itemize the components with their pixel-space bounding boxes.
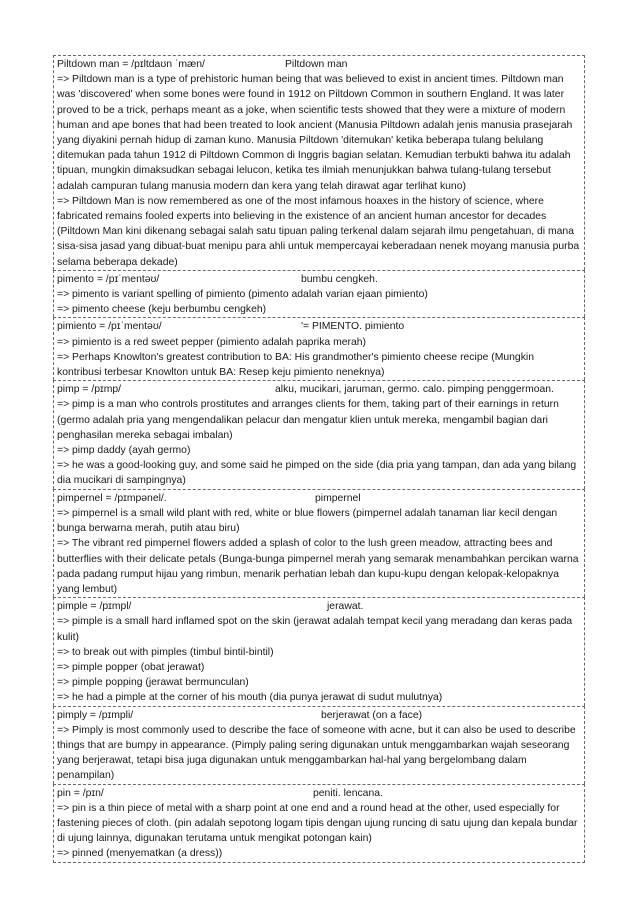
entry-term: Piltdown man = /pɪltdaʊn ˈmæn/ [57,59,205,70]
entry-term: pimp = /pɪmp/ [57,384,122,396]
entry-line: => pimp is a man who controls prostitutes and arranges clients for them, taking part of their earnings in return (germo adalah pria yang mengendalikan pelacur dan mengatur klien untuk mereka, mengambil bagian dari penghasilan mereka sebagai imbalan) [57,399,559,441]
dictionary-page [53,55,585,863]
entry-pimento [53,270,585,318]
entry-line: => pimp daddy (ayah germo) [57,445,191,457]
entry-line: => he was a good-looking guy, and some said he pimped on the side (dia pria yang tampan, dan ada yang bilang dia mucikari di sampingnya) [57,460,577,487]
entry-term: pimiento = /pɪˈmentəʊ/ [57,321,162,333]
entry-line: => pimpernel is a small wild plant with red, white or blue flowers (pimpernel adalah tanaman liar kecil dengan bunga berwarna merah, putih atau biru) [57,507,558,535]
entry-translation: alku, mucikari, jaruman, germo. calo. pimping penggermoan. [275,384,554,396]
entry-line: => Perhaps Knowlton's greatest contribution to BA: His grandmother's pimiento cheese recipe (Mungkin kontribusi terbesar Knowlton untuk BA: Resep keju pimiento neneknya) [57,351,534,379]
entry-header [57,382,581,397]
entry-term: pin = /pɪn/ [57,787,104,799]
entry-translation: bumbu cengkeh. [301,273,378,285]
entry-pimply [53,706,585,784]
entry-translation: '= PIMENTO. pimiento [301,321,405,333]
entry-line: => to break out with pimples (timbul bintil-bintil) [57,646,274,658]
entry-header [57,708,581,723]
entry-translation: berjerawat (on a face) [321,709,423,721]
entry-translation: peniti. lencana. [313,787,383,799]
entry-line: => pimple popper (obat jerawat) [57,661,205,673]
entry-translation: pimpernel [315,492,361,504]
entry-line: => Piltdown man is a type of prehistoric human being that was believed to exist in ancient times. Piltdown man was 'discovered' when some bones were found in 1912 on Piltdown Common in southern England. It was later proved to be a trick, perhaps meant as a joke, when scientific tests showed that they were a mixture of modern human and ape bones that had been treated to look ancient (Manusia Piltdown adalah jenis manusia prasejarah yang diyakini pernah hidup di zaman kuno. Manusia Piltdown 'ditemukan' ketika beberapa tulang belulang ditemukan pada tahun 1912 di Piltdown Common di Inggris bagian selatan. Kemudian terbukti bahwa itu adalah tipuan, mungkin dimaksudkan sebagai lelucon, ketika tes ilmiah menunjukkan bahwa tulang-tulang tersebut adalah campuran tulang manusia modern dan kera yang telah dirawat agar terlihat kuno) [57,74,573,192]
entry-line: => pimple is a small hard inflamed spot on the skin (jerawat adalah tempat kecil yang meradang dan keras pada kulit) [57,616,573,643]
entry-line: => Piltdown Man is now remembered as one of the most infamous hoaxes in the history of science, where fabricated remains fooled experts into believing in the existence of an ancient human ancestor for decades (Piltdown Man kini dikenang sebagai salah satu tipuan paling terkenal dalam sejarah ilmu pengetahuan, di mana sisa-sisa jasad yang dibuat-buat menipu para ahli untuk mempercayai keberadaan nenek moyang manusia purba selama beberapa dekade) [57,195,580,268]
entry-line: => Pimply is most commonly used to describe the face of someone with acne, but it can also be used to describe things that are bumpy in appearance. (Pimply paling sering digunakan untuk menggambarkan wajah seseorang yang berjerawat, tetapi bisa juga digunakan untuk menggambarkan hal-hal yang bergelombang dalam penampilan) [57,724,576,782]
entry-line: => The vibrant red pimpernel flowers added a splash of color to the lush green meadow, attracting bees and butterflies with their delicate petals (Bunga-bunga pimpernel merah yang semarak menambahkan percikan warna pada padang rumput hijau yang rimbun, menarik perhatian lebah dan kupu-kupu dengan kelopak-kelopaknya yang lembut) [57,538,579,595]
entry-line: => pin is a thin piece of metal with a sharp point at one end and a round head at the other, used especially for fastening pieces of cloth. (pin adalah sepotong logam tipis dengan ujung runcing di satu ujung dan kepala bundar di ujung lainnya, digunakan terutama untuk mengikat potongan kain) [57,802,578,845]
entry-pin [53,784,585,863]
entry-term: pimply = /pɪmpli/ [57,709,134,721]
entry-pimiento [53,317,585,380]
entry-pimp [53,380,585,488]
entry-translation: jerawat. [327,601,364,613]
entry-term: pimento = /pɪˈmentəʊ/ [57,273,160,285]
entry-header [57,786,581,801]
entry-piltdown-man [53,55,585,270]
entry-pimple [53,597,585,705]
entry-line: => he had a pimple at the corner of his mouth (dia punya jerawat di sudut mulutnya) [57,692,443,704]
entry-line: => pimple popping (jerawat bermunculan) [57,677,249,689]
entry-pimpernel [53,489,585,597]
entry-term: pimple = /pɪmpl/ [57,601,132,613]
entry-header [57,57,581,72]
entry-header [57,319,581,334]
entry-translation: Piltdown man [285,59,348,70]
entry-header [57,599,581,614]
entry-term: pimpernel = /pɪmpənel/. [57,492,167,504]
entry-header [57,272,581,287]
entry-header [57,491,581,506]
entry-line: => pimento is variant spelling of pimiento (pimento adalah varian ejaan pimiento) [57,289,428,301]
entry-line: => pinned (menyematkan (a dress)) [57,848,223,860]
entry-line: => pimiento is a red sweet pepper (pimiento adalah paprika merah) [57,336,367,348]
entry-line: => pimento cheese (keju berbumbu cengkeh) [57,304,267,316]
